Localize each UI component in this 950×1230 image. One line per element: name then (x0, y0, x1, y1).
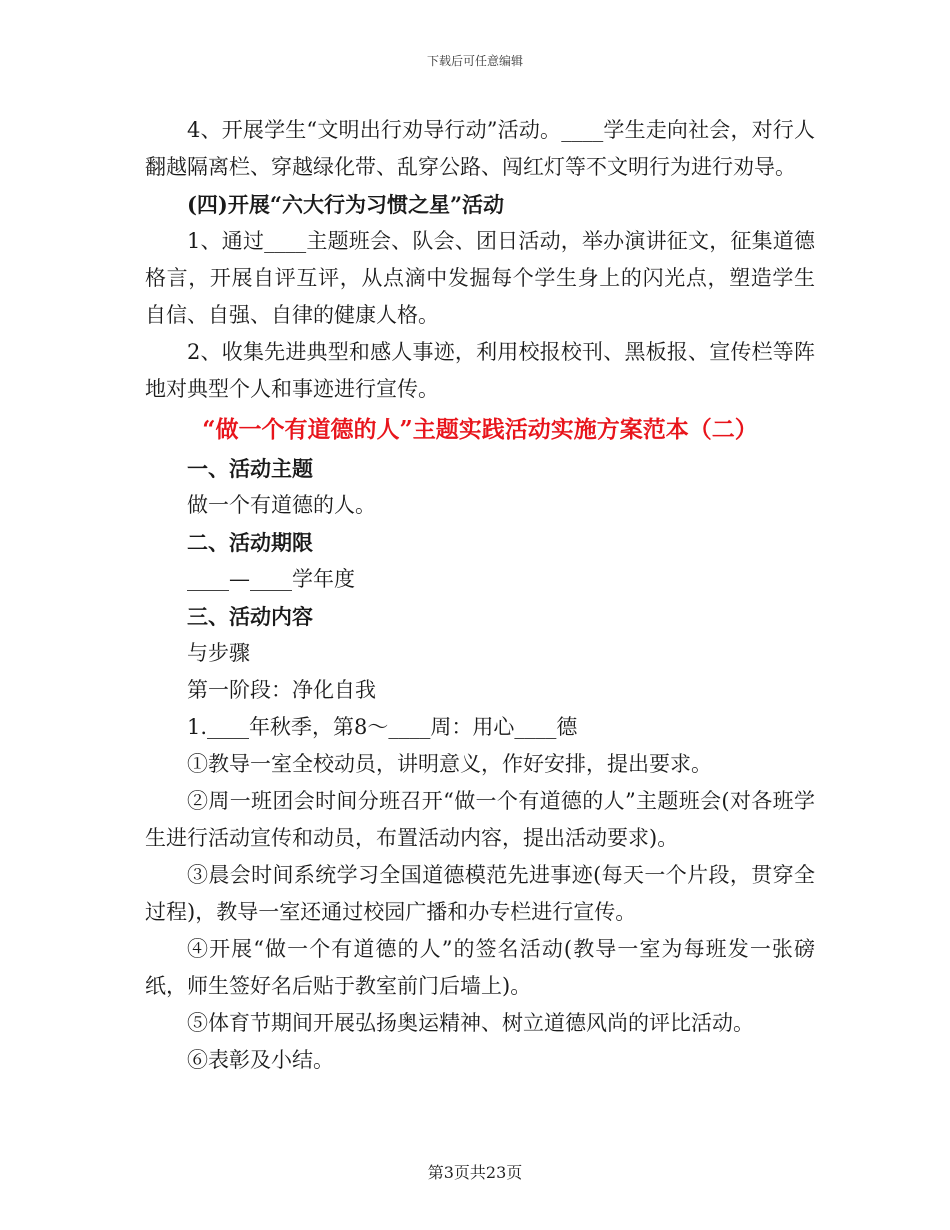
list-item-mobilize: ①教导一室全校动员，讲明意义，作好安排，提出要求。 (187, 752, 712, 776)
subheading-six-habits: (四)开展“六大行为习惯之星”活动 (187, 192, 505, 217)
paragraph-theme-meetings: 1、通过____主题班会、队会、团日活动，举办演讲征文，征集道德格言，开展自评互评，从点滴中发掘每个学生身上的闪光点，塑造学生自信、自强、自律的健康人格。 (145, 229, 815, 327)
document-body (145, 112, 815, 1079)
section-text-steps: 与步骤 (187, 641, 250, 665)
section-text-theme: 做一个有道德的人。 (187, 493, 376, 517)
list-item-sports-festival: ⑤体育节期间开展弘扬奥运精神、树立道德风尚的评比活动。 (187, 1011, 754, 1035)
page-header-note: 下载后可任意编辑 (426, 54, 523, 68)
section-text-period: ____—____学年度 (187, 567, 355, 591)
page-footer: 第3页共23页 (427, 1163, 523, 1182)
list-item-commendation: ⑥表彰及小结。 (187, 1048, 334, 1072)
list-item-class-meeting: ②周一班团会时间分班召开“做一个有道德的人”主题班会(对各班学生进行活动宣传和动员，布置活动内容，提出活动要求)。 (145, 789, 815, 850)
list-item-morning-study: ③晨会时间系统学习全国道德模范先进事迹(每天一个片段，贯穿全过程)，教导一室还通过校园广播和办专栏进行宣传。 (145, 863, 815, 924)
section-heading-theme: 一、活动主题 (187, 456, 313, 481)
section-heading-content: 三、活动内容 (187, 604, 313, 629)
paragraph-typical-examples: 2、收集先进典型和感人事迹，利用校报校刊、黑板报、宣传栏等阵地对典型个人和事迹进行宣传。 (145, 340, 815, 401)
paragraph-persuasion-action: 4、开展学生“文明出行劝导行动”活动。____学生走向社会，对行人翻越隔离栏、穿越绿化带、乱穿公路、闯红灯等不文明行为进行劝导。 (145, 118, 815, 179)
list-item-signature: ④开展“做一个有道德的人”的签名活动(教导一室为每班发一张磅纸，师生签好名后贴于教室前门后墙上)。 (145, 937, 815, 998)
stage-one-heading: 第一阶段：净化自我 (187, 678, 376, 702)
document-title: “做一个有道德的人”主题实践活动实施方案范本（二） (202, 416, 758, 443)
section-heading-period: 二、活动期限 (187, 530, 313, 555)
stage-one-item: 1.____年秋季，第8～____周：用心____德 (187, 715, 578, 739)
